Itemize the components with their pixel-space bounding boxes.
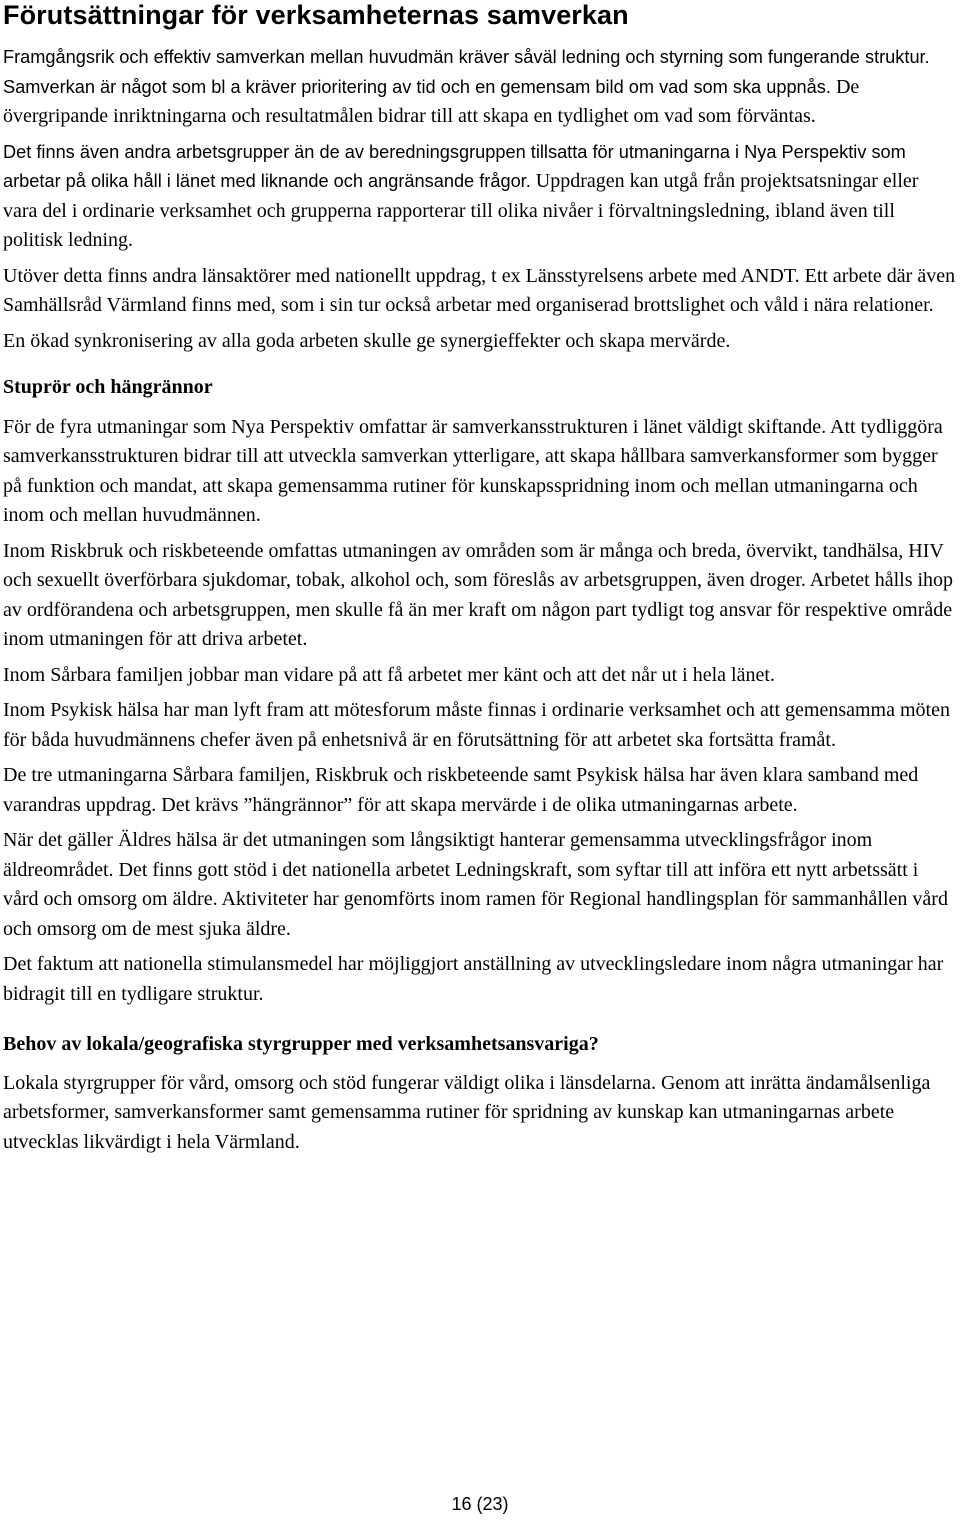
paragraph-psykisk-halsa: Inom Psykisk hälsa har man lyft fram att mötesforum måste finnas i ordinarie verksamhet och att gemensamma möten för båda huvudmännens chefer även på enhetsnivå är en förutsättning för att arbetet ska fortsätta framåt. — [3, 699, 950, 751]
page-number: 16 (23) — [451, 1494, 509, 1514]
paragraph-arbetsgrupper — [3, 138, 957, 256]
paragraph-tre-utmaningarna: De tre utmaningarna Sårbara familjen, Riskbruk och riskbeteende samt Psykisk hälsa har även klara samband med varandras uppdrag. Det krävs ”hängrännor” för att skapa mervärde i de olika utmaningarnas arbete. — [3, 764, 919, 816]
paragraph-segment: Det finns även andra arbetsgrupper än de av beredningsgruppen tillsatta för utmaningarna i Nya Perspektiv som arbetar på olika håll i länet med liknande och angränsande frågor. — [3, 141, 906, 191]
paragraph-lokala-styrgrupper: Lokala styrgrupper för vård, omsorg och stöd fungerar väldigt olika i länsdelarna. Genom att inrätta ändamålsenliga arbetsformer, samverkansformer samt gemensamma rutiner för spridning av kunskap kan utmaningarnas arbete utvecklas likvärdigt i hela Värmland. — [3, 1071, 931, 1153]
section-heading-stupror: Stuprör och hängrännor — [3, 376, 213, 398]
paragraph-stimulansmedel: Det faktum att nationella stimulansmedel har möjliggjort anställning av utvecklingsledare inom några utmaningar har bidragit till en tydligare struktur. — [3, 953, 944, 1005]
paragraph-riskbruk: Inom Riskbruk och riskbeteende omfattas utmaningen av områden som är många och breda, övervikt, tandhälsa, HIV och sexuellt överförbara sjukdomar, tobak, alkohol och, som föreslås av arbetsgruppen, även droger. Arbetet hålls ihop av ordförandena och arbetsgruppen, men skulle få än mer kraft om någon part tydligt tog ansvar för respektive område inom utmaningen för att driva arbetet. — [3, 539, 954, 650]
paragraph-aldres-halsa: När det gäller Äldres hälsa är det utmaningen som långsiktigt hanterar gemensamma utvecklingsfrågor inom äldreområdet. Det finns gott stöd i det nationella arbetet Ledningskraft, som syftar till att införa ett nytt arbetssätt i vård och omsorg om äldre. Aktiviteter har genomförts inom ramen för Regional handlingsplan för sammanhållen vård och omsorg om de mest sjuka äldre. — [3, 829, 948, 940]
paragraph-segment: Uppdragen kan utgå från projektsatsningar eller vara del i ordinarie verksamhet och grupperna rapporterar till olika nivåer i förvaltningsledning, ibland även till politisk ledning. — [3, 170, 919, 251]
paragraph-samverkansstruktur: För de fyra utmaningar som Nya Perspektiv omfattar är samverkansstrukturen i länet väldigt skiftande. Att tydliggöra samverkansstrukturen bidrar till att utveckla samverkan ytterligare, att skapa hållbara samverkansformer som bygger på funktion och mandat, att skapa gemensamma rutiner för kunskapsspridning inom och mellan utmaningarna och inom och mellan huvudmännen. — [3, 415, 943, 526]
paragraph-segment: Framgångsrik och effektiv samverkan mellan huvudmän kräver såväl ledning och styrning som fungerande struktur. Samverkan är något som bl a kräver prioritering av tid och en gemensam bild om vad som ska uppnås. — [3, 47, 930, 97]
section-heading-behov: Behov av lokala/geografiska styrgrupper med verksamhetsansvariga? — [3, 1033, 599, 1055]
paragraph-sarbara-familjen: Inom Sårbara familjen jobbar man vidare på att få arbetet mer känt och att det når ut i hela länet. — [3, 663, 775, 686]
paragraph-segment: De övergripande inriktningarna och resultatmålen bidrar till att skapa en tydlighet om vad som förväntas. — [3, 75, 860, 127]
document-page — [3, 0, 957, 1157]
paragraph-lansaktorer: Utöver detta finns andra länsaktörer med nationellt uppdrag, t ex Länsstyrelsens arbete med ANDT. Ett arbete där även Samhällsråd Värmland finns med, som i sin tur också arbetar med organiserad brottslighet och våld i nära relationer. — [3, 264, 956, 316]
page-title: Förutsättningar för verksamheternas samverkan — [3, 0, 629, 30]
paragraph-synkronisering: En ökad synkronisering av alla goda arbeten skulle ge synergieffekter och skapa mervärde. — [3, 329, 731, 352]
paragraph-samverkan-struktur — [3, 43, 957, 132]
